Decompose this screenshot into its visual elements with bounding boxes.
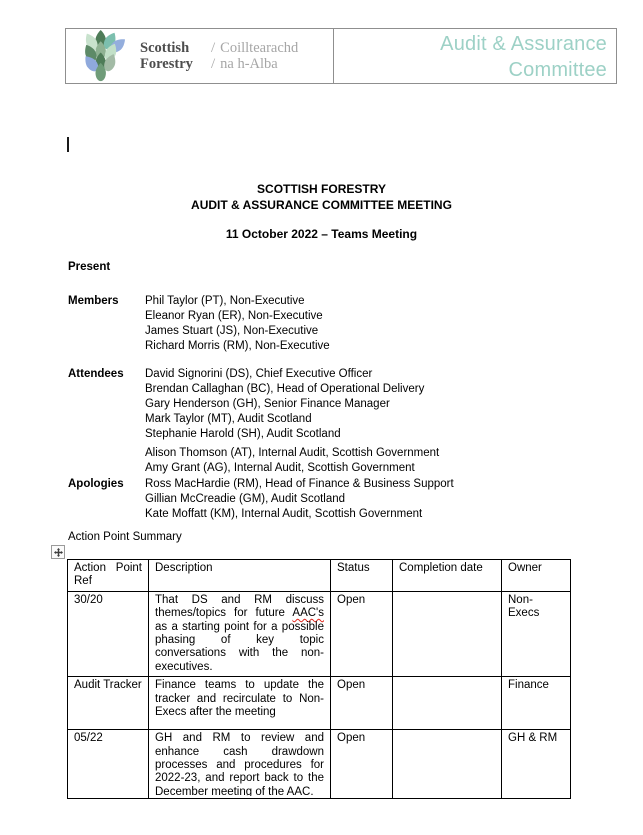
table-row xyxy=(68,730,571,799)
cell-completion-date[interactable] xyxy=(393,730,502,799)
apology-line[interactable]: Gillian McCreadie (GM), Audit Scotland xyxy=(145,493,346,505)
cell-description[interactable]: That DS and RM discuss themes/topics for future AAC's as a starting point for a possible phasing of key topic conversations with the non-executives. xyxy=(149,591,331,676)
apology-line[interactable]: Kate Moffatt (KM), Internal Audit, Scottish Government xyxy=(145,508,423,520)
scottish-forestry-logo-icon xyxy=(77,30,127,82)
member-line[interactable]: Eleanor Ryan (ER), Non-Executive xyxy=(145,310,323,322)
attendee-line[interactable]: Amy Grant (AG), Internal Audit, Scottish Government xyxy=(145,462,415,474)
present-heading[interactable]: Present xyxy=(68,261,111,273)
cell-description[interactable]: GH and RM to review and enhance cash drawdown processes and procedures for 2022-23, and report back to the December meeting of the AAC. xyxy=(149,730,331,799)
document-header-banner xyxy=(65,28,617,84)
col-header-action-point-ref[interactable]: Action Point Ref xyxy=(68,560,149,592)
table-header-row xyxy=(68,560,571,592)
meeting-date-line[interactable]: 11 October 2022 – Teams Meeting xyxy=(225,227,418,241)
apologies-group xyxy=(68,477,454,522)
table-row xyxy=(68,591,571,676)
attendee-line[interactable]: Mark Taylor (MT), Audit Scotland xyxy=(145,413,312,425)
logo-wordmark xyxy=(140,40,298,72)
meeting-title[interactable] xyxy=(0,181,643,213)
logo-gaelic-line2: na h-Alba xyxy=(220,56,278,72)
col-header-completion-date[interactable]: Completion date xyxy=(393,560,502,592)
logo-separator: / xyxy=(211,40,216,56)
cell-owner[interactable]: Finance xyxy=(502,677,571,730)
col-header-description[interactable]: Description xyxy=(149,560,331,592)
logo-name-line1: Scottish xyxy=(140,40,190,56)
cell-completion-date[interactable] xyxy=(393,677,502,730)
apologies-label[interactable]: Apologies xyxy=(68,478,124,490)
table-row xyxy=(68,677,571,730)
attendees-label[interactable]: Attendees xyxy=(68,368,124,380)
logo-name-line2: Forestry xyxy=(140,56,193,72)
attendee-line[interactable]: Alison Thomson (AT), Internal Audit, Scottish Government xyxy=(145,447,440,459)
action-point-summary-heading[interactable]: Action Point Summary xyxy=(68,531,182,543)
member-line[interactable]: Phil Taylor (PT), Non-Executive xyxy=(145,295,305,307)
attendee-line[interactable]: David Signorini (DS), Chief Executive Officer xyxy=(145,368,373,380)
logo-separator: / xyxy=(211,56,216,72)
logo-gaelic-line1: Coilltearachd xyxy=(220,40,299,56)
logo-cell xyxy=(66,29,334,83)
member-line[interactable]: James Stuart (JS), Non-Executive xyxy=(145,325,319,337)
member-line[interactable]: Richard Morris (RM), Non-Executive xyxy=(145,340,330,352)
cell-ref[interactable]: 05/22 xyxy=(68,730,149,799)
attendee-line[interactable]: Gary Henderson (GH), Senior Finance Manager xyxy=(145,398,390,410)
members-label[interactable]: Members xyxy=(68,295,119,307)
cell-owner[interactable]: GH & RM xyxy=(502,730,571,799)
cell-status[interactable]: Open xyxy=(331,591,393,676)
cell-ref[interactable]: Audit Tracker xyxy=(68,677,149,730)
meeting-title-line2[interactable]: AUDIT & ASSURANCE COMMITTEE MEETING xyxy=(191,198,452,212)
members-group xyxy=(68,294,330,354)
attendee-line[interactable]: Brendan Callaghan (BC), Head of Operational Delivery xyxy=(145,383,425,395)
action-point-table xyxy=(67,559,571,799)
meeting-title-line1[interactable]: SCOTTISH FORESTRY xyxy=(257,182,386,196)
spellcheck-squiggle: AAC's xyxy=(292,607,324,620)
col-header-owner[interactable]: Owner xyxy=(502,560,571,592)
cell-ref[interactable]: 30/20 xyxy=(68,591,149,676)
table-move-handle-icon[interactable] xyxy=(51,545,65,559)
col-header-status[interactable]: Status xyxy=(331,560,393,592)
cell-status[interactable]: Open xyxy=(331,677,393,730)
committee-title-line1: Audit & Assurance xyxy=(440,33,607,55)
committee-title-line2: Committee xyxy=(508,59,607,81)
apology-line[interactable]: Ross MacHardie (RM), Head of Finance & Business Support xyxy=(145,478,454,490)
text-cursor xyxy=(67,137,69,152)
cell-owner[interactable]: Non-Execs xyxy=(502,591,571,676)
attendees-group xyxy=(68,367,439,476)
cell-description[interactable]: Finance teams to update the tracker and recirculate to Non-Execs after the meeting xyxy=(149,677,331,730)
attendee-line[interactable]: Stephanie Harold (SH), Audit Scotland xyxy=(145,428,341,440)
committee-banner-title xyxy=(334,29,616,83)
cell-completion-date[interactable] xyxy=(393,591,502,676)
cell-status[interactable]: Open xyxy=(331,730,393,799)
